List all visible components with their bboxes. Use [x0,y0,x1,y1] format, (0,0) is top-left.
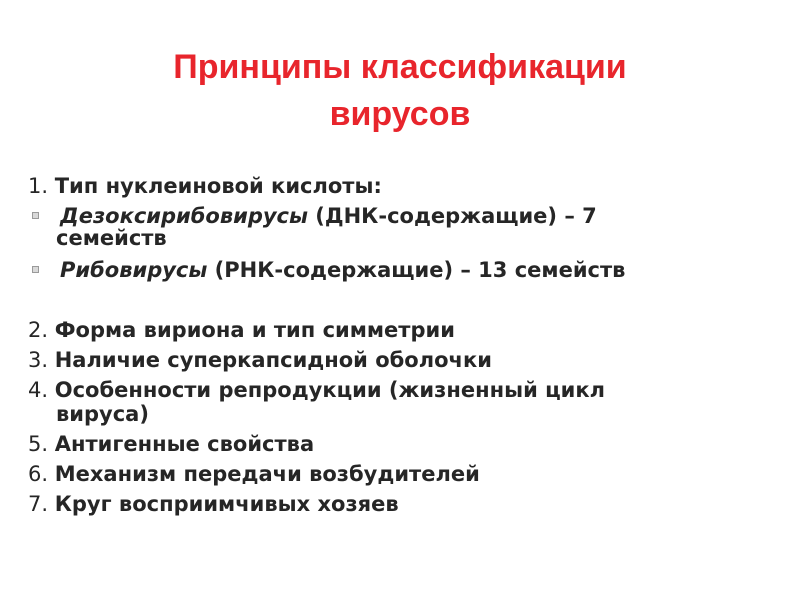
list-number: 3. [28,348,49,372]
list-text: Антигенные свойства [54,432,315,456]
list-text: Круг восприимчивых хозяев [54,492,399,516]
list-item-4 [28,378,605,402]
list-number: 1. [28,174,49,198]
list-number: 6. [28,462,49,486]
sub-item-rest: (ДНК-содержащие) – 7 [308,204,597,228]
list-item-2 [28,318,455,342]
square-bullet-icon [32,212,39,219]
list-item-7 [28,492,399,516]
list-text: Особенности репродукции (жизненный цикл [54,378,606,402]
sub-item-rna [60,258,625,282]
list-number: 4. [28,378,49,402]
list-item-6 [28,462,480,486]
list-item-3 [28,348,492,372]
sub-item-dna [60,204,597,228]
list-text: Наличие суперкапсидной оболочки [54,348,492,372]
list-number: 5. [28,432,49,456]
sub-item-rest: (РНК-содержащие) – 13 семейств [207,258,626,282]
list-number: 7. [28,492,49,516]
sub-item-italic: Рибовирусы [60,258,208,282]
sub-item-dna-continuation: семейств [56,226,167,250]
list-item-5 [28,432,314,456]
list-text: Тип нуклеиновой кислоты: [54,174,382,198]
list-item-1 [28,174,382,198]
square-bullet-icon [32,266,39,273]
title-line-1: Принципы классификации [173,48,627,86]
title-line-2: вирусов [329,95,471,133]
list-text: Механизм передачи возбудителей [54,462,480,486]
slide-title [0,44,800,138]
list-text: Форма вириона и тип симметрии [54,318,455,342]
list-item-4-continuation: вируса) [56,402,149,426]
list-number: 2. [28,318,49,342]
sub-item-italic: Дезоксирибовирусы [60,204,308,228]
